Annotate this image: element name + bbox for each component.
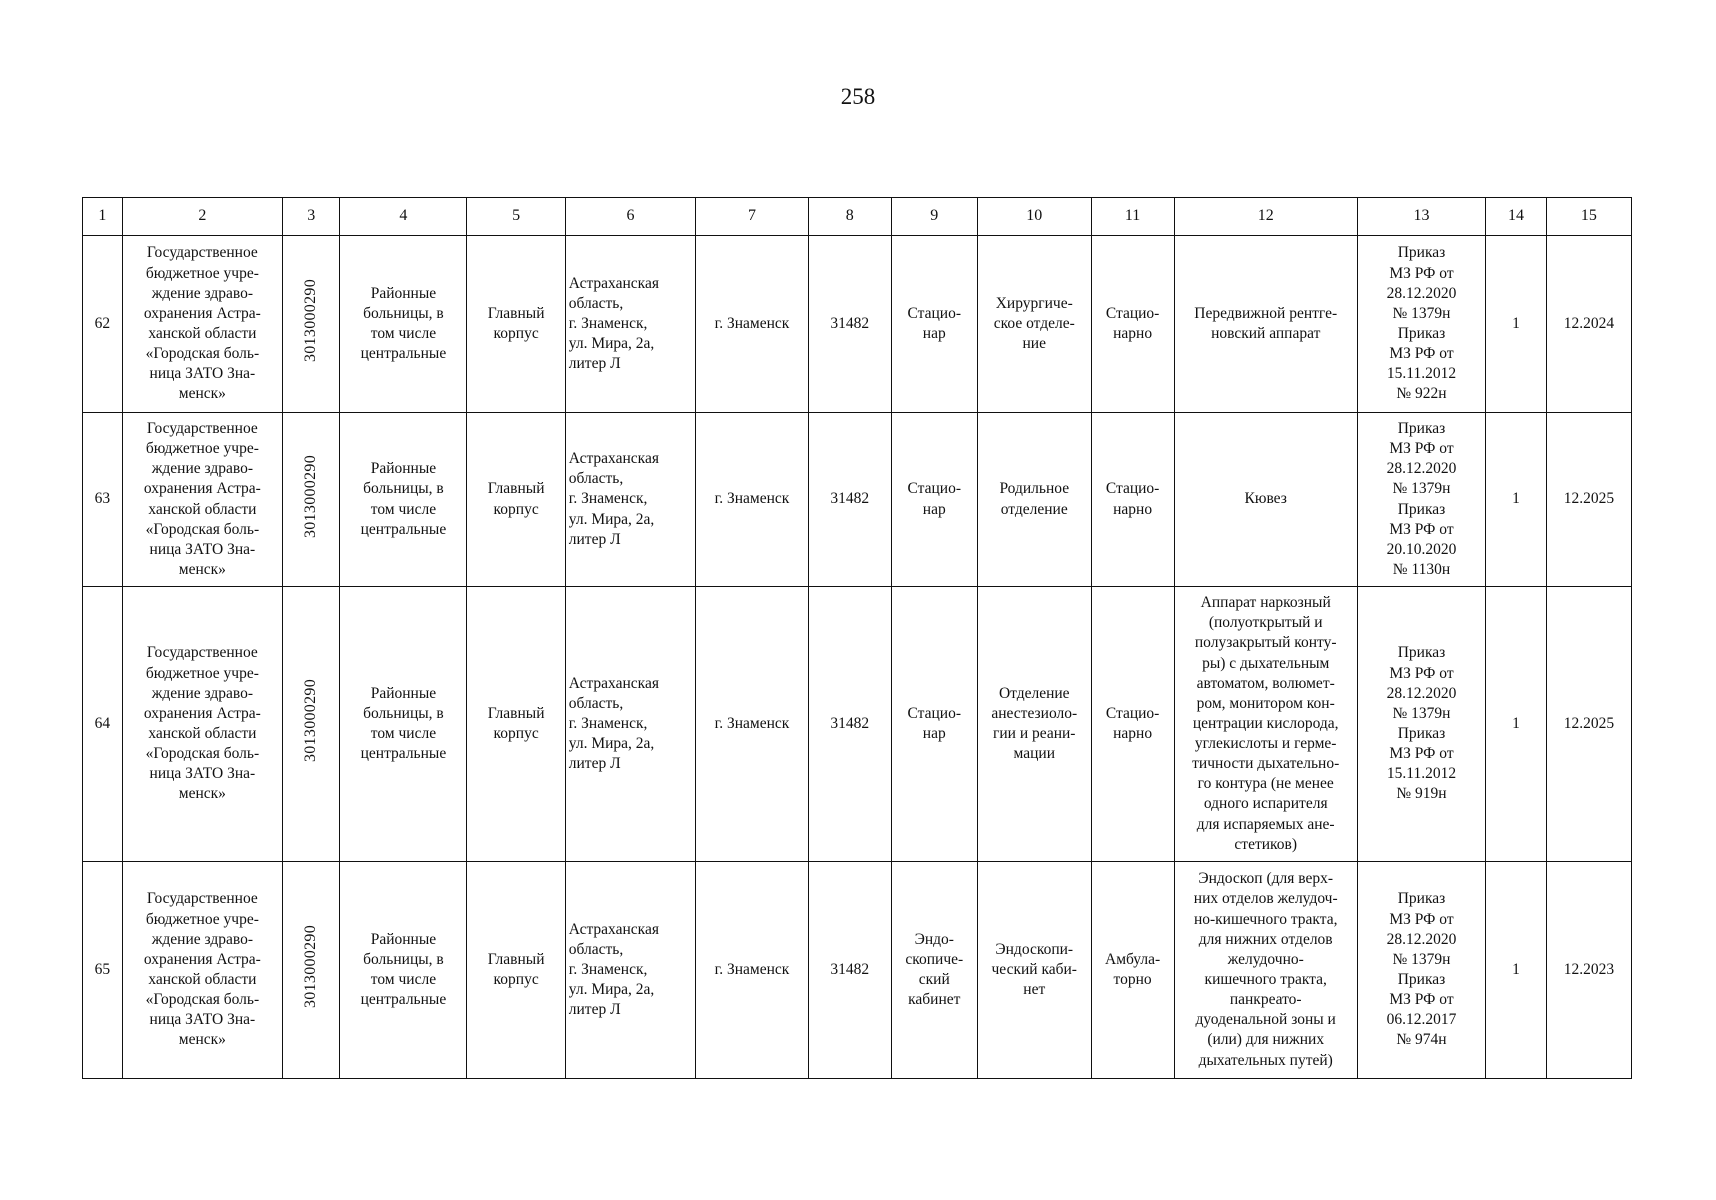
equipment-name: Кювез bbox=[1174, 413, 1357, 587]
column-header-7: 7 bbox=[696, 198, 809, 236]
address: Астраханская область, г. Знаменск, ул. Мира, 2а, литер Л bbox=[565, 862, 695, 1079]
organization-code: 3013000290 bbox=[301, 454, 319, 538]
organization-code-cell bbox=[282, 587, 339, 862]
column-header-10: 10 bbox=[977, 198, 1091, 236]
column-number-header-row bbox=[83, 198, 1632, 236]
row-number: 65 bbox=[83, 862, 123, 1079]
equipment-name: Передвижной рентге- новский аппарат bbox=[1174, 236, 1357, 413]
care-mode: Стацио- нарно bbox=[1091, 236, 1174, 413]
quantity: 1 bbox=[1486, 587, 1547, 862]
oktmo-code: 31482 bbox=[808, 587, 891, 862]
address: Астраханская область, г. Знаменск, ул. Мира, 2а, литер Л bbox=[565, 413, 695, 587]
building-name: Главный корпус bbox=[467, 236, 565, 413]
department-name: Эндоскопи- ческий каби- нет bbox=[977, 862, 1091, 1079]
building-name: Главный корпус bbox=[467, 413, 565, 587]
institution-category: Районные больницы, в том числе центральные bbox=[340, 587, 467, 862]
institution-category: Районные больницы, в том числе центральные bbox=[340, 236, 467, 413]
column-header-9: 9 bbox=[891, 198, 977, 236]
organization-code: 3013000290 bbox=[301, 925, 319, 1009]
organization-name: Государственное бюджетное учре- ждение здраво- охранения Астра- ханской области «Городская боль- ница ЗАТО Зна- менск» bbox=[122, 862, 282, 1079]
regulatory-order: Приказ МЗ РФ от 28.12.2020 № 1379н Приказ МЗ РФ от 15.11.2012 № 922н bbox=[1357, 236, 1485, 413]
department-name: Родильное отделение bbox=[977, 413, 1091, 587]
organization-name: Государственное бюджетное учре- ждение здраво- охранения Астра- ханской области «Городская боль- ница ЗАТО Зна- менск» bbox=[122, 413, 282, 587]
organization-code-cell bbox=[282, 413, 339, 587]
quantity: 1 bbox=[1486, 862, 1547, 1079]
column-header-8: 8 bbox=[808, 198, 891, 236]
organization-code-cell bbox=[282, 236, 339, 413]
oktmo-code: 31482 bbox=[808, 413, 891, 587]
column-header-1: 1 bbox=[83, 198, 123, 236]
organization-code: 3013000290 bbox=[301, 279, 319, 363]
building-name: Главный корпус bbox=[467, 587, 565, 862]
column-header-14: 14 bbox=[1486, 198, 1547, 236]
regulatory-order: Приказ МЗ РФ от 28.12.2020 № 1379н Приказ МЗ РФ от 15.11.2012 № 919н bbox=[1357, 587, 1485, 862]
oktmo-code: 31482 bbox=[808, 862, 891, 1079]
building-name: Главный корпус bbox=[467, 862, 565, 1079]
column-header-12: 12 bbox=[1174, 198, 1357, 236]
care-mode: Амбула- торно bbox=[1091, 862, 1174, 1079]
care-condition: Стацио- нар bbox=[891, 587, 977, 862]
delivery-date: 12.2023 bbox=[1546, 862, 1631, 1079]
quantity: 1 bbox=[1486, 236, 1547, 413]
care-condition: Стацио- нар bbox=[891, 236, 977, 413]
column-header-3: 3 bbox=[282, 198, 339, 236]
locality: г. Знаменск bbox=[696, 862, 809, 1079]
department-name: Отделение анестезиоло- гии и реани- мации bbox=[977, 587, 1091, 862]
oktmo-code: 31482 bbox=[808, 236, 891, 413]
row-number: 63 bbox=[83, 413, 123, 587]
locality: г. Знаменск bbox=[696, 236, 809, 413]
organization-name: Государственное бюджетное учре- ждение здраво- охранения Астра- ханской области «Городская боль- ница ЗАТО Зна- менск» bbox=[122, 587, 282, 862]
page-number: 258 bbox=[840, 84, 876, 109]
column-header-13: 13 bbox=[1357, 198, 1485, 236]
column-header-15: 15 bbox=[1546, 198, 1631, 236]
regulatory-order: Приказ МЗ РФ от 28.12.2020 № 1379н Приказ МЗ РФ от 20.10.2020 № 1130н bbox=[1357, 413, 1485, 587]
institution-category: Районные больницы, в том числе центральные bbox=[340, 413, 467, 587]
table-row bbox=[83, 413, 1632, 587]
column-header-5: 5 bbox=[467, 198, 565, 236]
column-header-4: 4 bbox=[340, 198, 467, 236]
table-row bbox=[83, 236, 1632, 413]
organization-code: 3013000290 bbox=[301, 679, 319, 763]
column-header-11: 11 bbox=[1091, 198, 1174, 236]
table-row bbox=[83, 862, 1632, 1079]
column-header-6: 6 bbox=[565, 198, 695, 236]
care-condition: Стацио- нар bbox=[891, 413, 977, 587]
equipment-name: Эндоскоп (для верх- них отделов желудоч- но-кишечного тракта, для нижних отделов желудочно- кишечного тракта, панкреато- дуоденальной зоны и (или) для нижних дыхательных путей) bbox=[1174, 862, 1357, 1079]
care-mode: Стацио- нарно bbox=[1091, 413, 1174, 587]
care-mode: Стацио- нарно bbox=[1091, 587, 1174, 862]
equipment-name: Аппарат наркозный (полуоткрытый и полузакрытый конту- ры) с дыхательным автоматом, волюмет- ром, монитором кон- центрации кислорода, углекислоты и герме- тичности дыхательно- го контура (не менее одного испарителя для испаряемых ане- стетиков) bbox=[1174, 587, 1357, 862]
table-row bbox=[83, 587, 1632, 862]
delivery-date: 12.2025 bbox=[1546, 587, 1631, 862]
locality: г. Знаменск bbox=[696, 413, 809, 587]
delivery-date: 12.2024 bbox=[1546, 236, 1631, 413]
locality: г. Знаменск bbox=[696, 587, 809, 862]
delivery-date: 12.2025 bbox=[1546, 413, 1631, 587]
organization-name: Государственное бюджетное учре- ждение здраво- охранения Астра- ханской области «Городская боль- ница ЗАТО Зна- менск» bbox=[122, 236, 282, 413]
address: Астраханская область, г. Знаменск, ул. Мира, 2а, литер Л bbox=[565, 236, 695, 413]
quantity: 1 bbox=[1486, 413, 1547, 587]
institution-category: Районные больницы, в том числе центральные bbox=[340, 862, 467, 1079]
equipment-register-table bbox=[82, 197, 1632, 1079]
organization-code-cell bbox=[282, 862, 339, 1079]
column-header-2: 2 bbox=[122, 198, 282, 236]
row-number: 64 bbox=[83, 587, 123, 862]
care-condition: Эндо- скопиче- ский кабинет bbox=[891, 862, 977, 1079]
row-number: 62 bbox=[83, 236, 123, 413]
department-name: Хирургиче- ское отделе- ние bbox=[977, 236, 1091, 413]
address: Астраханская область, г. Знаменск, ул. Мира, 2а, литер Л bbox=[565, 587, 695, 862]
regulatory-order: Приказ МЗ РФ от 28.12.2020 № 1379н Приказ МЗ РФ от 06.12.2017 № 974н bbox=[1357, 862, 1485, 1079]
